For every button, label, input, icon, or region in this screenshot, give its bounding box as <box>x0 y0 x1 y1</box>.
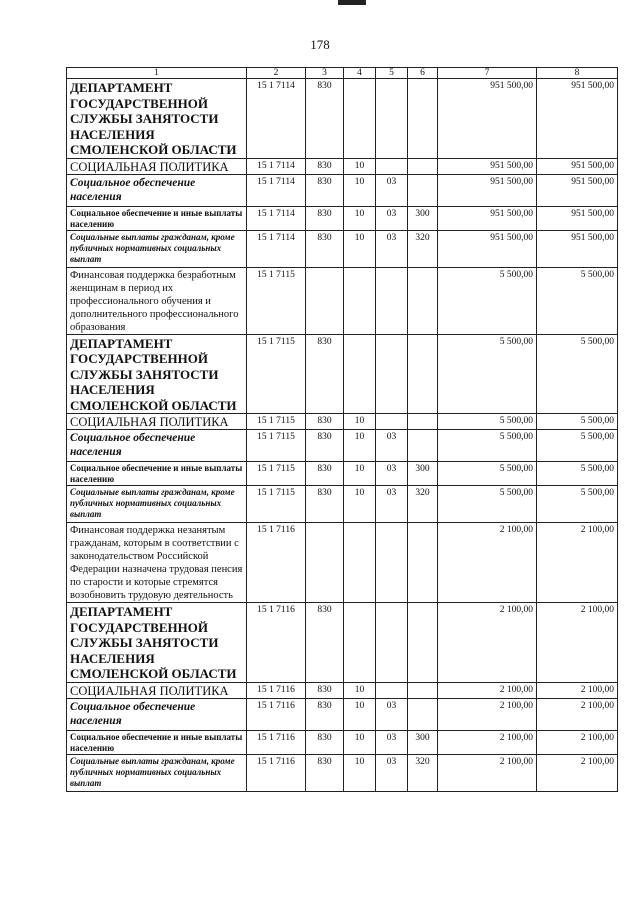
amount-year2-cell: 2 100,00 <box>537 523 618 603</box>
section-code-cell: 10 <box>344 698 376 730</box>
header-cell-3: 3 <box>306 68 344 79</box>
subsection-code-cell: 03 <box>376 206 408 230</box>
row-name-cell: Социальные выплаты гражданам, кроме публичных нормативных социальных выплат <box>67 486 247 523</box>
row-name-cell: ДЕПАРТАМЕНТ ГОСУДАРСТВЕННОЙ СЛУЖБЫ ЗАНЯТОСТИ НАСЕЛЕНИЯ СМОЛЕНСКОЙ ОБЛАСТИ <box>67 603 247 683</box>
row-name-cell: ДЕПАРТАМЕНТ ГОСУДАРСТВЕННОЙ СЛУЖБЫ ЗАНЯТОСТИ НАСЕЛЕНИЯ СМОЛЕНСКОЙ ОБЛАСТИ <box>67 334 247 414</box>
target-article-cell: 15 1 7114 <box>247 206 306 230</box>
ministry-code-cell <box>306 523 344 603</box>
ministry-code-cell: 830 <box>306 682 344 698</box>
header-cell-7: 7 <box>438 68 537 79</box>
section-code-cell: 10 <box>344 158 376 174</box>
target-article-cell: 15 1 7115 <box>247 486 306 523</box>
table-row <box>67 414 618 430</box>
ministry-code-cell: 830 <box>306 730 344 754</box>
row-name-cell: Финансовая поддержка безработным женщинам в период их профессионального обучения и дополнительного профессионального образования <box>67 267 247 334</box>
target-article-cell: 15 1 7114 <box>247 230 306 267</box>
header-cell-1: 1 <box>67 68 247 79</box>
section-code-cell <box>344 523 376 603</box>
amount-year1-cell: 2 100,00 <box>438 603 537 683</box>
ministry-code-cell: 830 <box>306 462 344 486</box>
subsection-code-cell: 03 <box>376 698 408 730</box>
amount-year2-cell: 2 100,00 <box>537 730 618 754</box>
expense-type-cell <box>408 267 438 334</box>
ministry-code-cell: 830 <box>306 206 344 230</box>
section-code-cell: 10 <box>344 206 376 230</box>
row-name-cell: СОЦИАЛЬНАЯ ПОЛИТИКА <box>67 158 247 174</box>
section-code-cell: 10 <box>344 230 376 267</box>
table-row <box>67 158 618 174</box>
subsection-code-cell: 03 <box>376 174 408 206</box>
amount-year1-cell: 951 500,00 <box>438 174 537 206</box>
ministry-code-cell: 830 <box>306 158 344 174</box>
ministry-code-cell: 830 <box>306 174 344 206</box>
target-article-cell: 15 1 7115 <box>247 462 306 486</box>
section-code-cell: 10 <box>344 730 376 754</box>
section-code-cell <box>344 267 376 334</box>
row-name-cell: Социальное обеспечение и иные выплаты населению <box>67 730 247 754</box>
expense-type-cell: 300 <box>408 462 438 486</box>
section-code-cell <box>344 79 376 159</box>
row-name-cell: Социальные выплаты гражданам, кроме публичных нормативных социальных выплат <box>67 230 247 267</box>
target-article-cell: 15 1 7115 <box>247 334 306 414</box>
target-article-cell: 15 1 7116 <box>247 523 306 603</box>
expense-type-cell: 300 <box>408 206 438 230</box>
subsection-code-cell: 03 <box>376 462 408 486</box>
target-article-cell: 15 1 7116 <box>247 603 306 683</box>
row-name-cell: Социальное обеспечение населения <box>67 430 247 462</box>
ministry-code-cell: 830 <box>306 486 344 523</box>
amount-year1-cell: 951 500,00 <box>438 230 537 267</box>
subsection-code-cell: 03 <box>376 486 408 523</box>
subsection-code-cell <box>376 79 408 159</box>
section-code-cell <box>344 334 376 414</box>
target-article-cell: 15 1 7116 <box>247 730 306 754</box>
amount-year2-cell: 2 100,00 <box>537 698 618 730</box>
ministry-code-cell <box>306 267 344 334</box>
subsection-code-cell <box>376 523 408 603</box>
section-code-cell: 10 <box>344 430 376 462</box>
ministry-code-cell: 830 <box>306 230 344 267</box>
expense-type-cell <box>408 174 438 206</box>
header-cell-5: 5 <box>376 68 408 79</box>
amount-year2-cell: 5 500,00 <box>537 486 618 523</box>
subsection-code-cell <box>376 158 408 174</box>
amount-year2-cell: 5 500,00 <box>537 267 618 334</box>
section-code-cell: 10 <box>344 414 376 430</box>
target-article-cell: 15 1 7115 <box>247 430 306 462</box>
expense-type-cell <box>408 158 438 174</box>
expense-type-cell <box>408 682 438 698</box>
amount-year2-cell: 951 500,00 <box>537 174 618 206</box>
amount-year1-cell: 2 100,00 <box>438 754 537 791</box>
amount-year2-cell: 951 500,00 <box>537 206 618 230</box>
header-cell-4: 4 <box>344 68 376 79</box>
row-name-cell: ДЕПАРТАМЕНТ ГОСУДАРСТВЕННОЙ СЛУЖБЫ ЗАНЯТОСТИ НАСЕЛЕНИЯ СМОЛЕНСКОЙ ОБЛАСТИ <box>67 79 247 159</box>
amount-year1-cell: 5 500,00 <box>438 414 537 430</box>
amount-year1-cell: 5 500,00 <box>438 334 537 414</box>
amount-year2-cell: 2 100,00 <box>537 754 618 791</box>
subsection-code-cell: 03 <box>376 230 408 267</box>
section-code-cell: 10 <box>344 486 376 523</box>
section-code-cell: 10 <box>344 682 376 698</box>
target-article-cell: 15 1 7116 <box>247 682 306 698</box>
amount-year2-cell: 5 500,00 <box>537 430 618 462</box>
row-name-cell: Социальное обеспечение и иные выплаты населению <box>67 462 247 486</box>
amount-year1-cell: 5 500,00 <box>438 462 537 486</box>
amount-year1-cell: 2 100,00 <box>438 730 537 754</box>
subsection-code-cell <box>376 682 408 698</box>
amount-year1-cell: 951 500,00 <box>438 158 537 174</box>
table-row <box>67 430 618 462</box>
table-row <box>67 603 618 683</box>
row-name-cell: Социальное обеспечение и иные выплаты населению <box>67 206 247 230</box>
subsection-code-cell <box>376 414 408 430</box>
target-article-cell: 15 1 7116 <box>247 698 306 730</box>
amount-year1-cell: 5 500,00 <box>438 486 537 523</box>
subsection-code-cell <box>376 334 408 414</box>
table-row <box>67 486 618 523</box>
expense-type-cell: 300 <box>408 730 438 754</box>
amount-year1-cell: 951 500,00 <box>438 79 537 159</box>
page-number: 178 <box>310 37 330 52</box>
amount-year2-cell: 951 500,00 <box>537 158 618 174</box>
ministry-code-cell: 830 <box>306 414 344 430</box>
expense-type-cell <box>408 603 438 683</box>
table-row <box>67 682 618 698</box>
subsection-code-cell <box>376 267 408 334</box>
table-row <box>67 523 618 603</box>
table-row <box>67 334 618 414</box>
section-code-cell: 10 <box>344 174 376 206</box>
amount-year1-cell: 5 500,00 <box>438 267 537 334</box>
table-row <box>67 206 618 230</box>
table-row <box>67 267 618 334</box>
amount-year2-cell: 2 100,00 <box>537 682 618 698</box>
section-code-cell: 10 <box>344 462 376 486</box>
amount-year1-cell: 5 500,00 <box>438 430 537 462</box>
ministry-code-cell: 830 <box>306 754 344 791</box>
budget-table <box>66 67 618 792</box>
amount-year1-cell: 2 100,00 <box>438 698 537 730</box>
header-cell-8: 8 <box>537 68 618 79</box>
expense-type-cell: 320 <box>408 486 438 523</box>
amount-year2-cell: 951 500,00 <box>537 230 618 267</box>
row-name-cell: Социальное обеспечение населения <box>67 174 247 206</box>
target-article-cell: 15 1 7114 <box>247 158 306 174</box>
row-name-cell: Социальное обеспечение населения <box>67 698 247 730</box>
ministry-code-cell: 830 <box>306 79 344 159</box>
amount-year1-cell: 951 500,00 <box>438 206 537 230</box>
amount-year2-cell: 5 500,00 <box>537 462 618 486</box>
target-article-cell: 15 1 7115 <box>247 414 306 430</box>
expense-type-cell <box>408 414 438 430</box>
ministry-code-cell: 830 <box>306 698 344 730</box>
table-row <box>67 698 618 730</box>
target-article-cell: 15 1 7116 <box>247 754 306 791</box>
subsection-code-cell: 03 <box>376 754 408 791</box>
expense-type-cell <box>408 334 438 414</box>
row-name-cell: Социальные выплаты гражданам, кроме публичных нормативных социальных выплат <box>67 754 247 791</box>
scan-edge-mark <box>338 0 366 5</box>
expense-type-cell <box>408 430 438 462</box>
target-article-cell: 15 1 7114 <box>247 79 306 159</box>
expense-type-cell: 320 <box>408 754 438 791</box>
expense-type-cell: 320 <box>408 230 438 267</box>
amount-year2-cell: 951 500,00 <box>537 79 618 159</box>
table-header-row <box>67 68 618 79</box>
ministry-code-cell: 830 <box>306 430 344 462</box>
subsection-code-cell <box>376 603 408 683</box>
table-row <box>67 462 618 486</box>
row-name-cell: СОЦИАЛЬНАЯ ПОЛИТИКА <box>67 682 247 698</box>
target-article-cell: 15 1 7114 <box>247 174 306 206</box>
amount-year1-cell: 2 100,00 <box>438 682 537 698</box>
row-name-cell: Финансовая поддержка незанятым гражданам, которым в соответствии с законодательством Российской Федерации назначена трудовая пенсия по старости и которые стремятся возобновить трудовую деятельность <box>67 523 247 603</box>
subsection-code-cell: 03 <box>376 730 408 754</box>
target-article-cell: 15 1 7115 <box>247 267 306 334</box>
section-code-cell <box>344 603 376 683</box>
ministry-code-cell: 830 <box>306 334 344 414</box>
section-code-cell: 10 <box>344 754 376 791</box>
row-name-cell: СОЦИАЛЬНАЯ ПОЛИТИКА <box>67 414 247 430</box>
amount-year2-cell: 5 500,00 <box>537 334 618 414</box>
expense-type-cell <box>408 523 438 603</box>
amount-year2-cell: 5 500,00 <box>537 414 618 430</box>
amount-year2-cell: 2 100,00 <box>537 603 618 683</box>
table-row <box>67 174 618 206</box>
table-row <box>67 79 618 159</box>
expense-type-cell <box>408 79 438 159</box>
table-row <box>67 230 618 267</box>
subsection-code-cell: 03 <box>376 430 408 462</box>
table-row <box>67 730 618 754</box>
header-cell-2: 2 <box>247 68 306 79</box>
amount-year1-cell: 2 100,00 <box>438 523 537 603</box>
table-row <box>67 754 618 791</box>
ministry-code-cell: 830 <box>306 603 344 683</box>
header-cell-6: 6 <box>408 68 438 79</box>
expense-type-cell <box>408 698 438 730</box>
